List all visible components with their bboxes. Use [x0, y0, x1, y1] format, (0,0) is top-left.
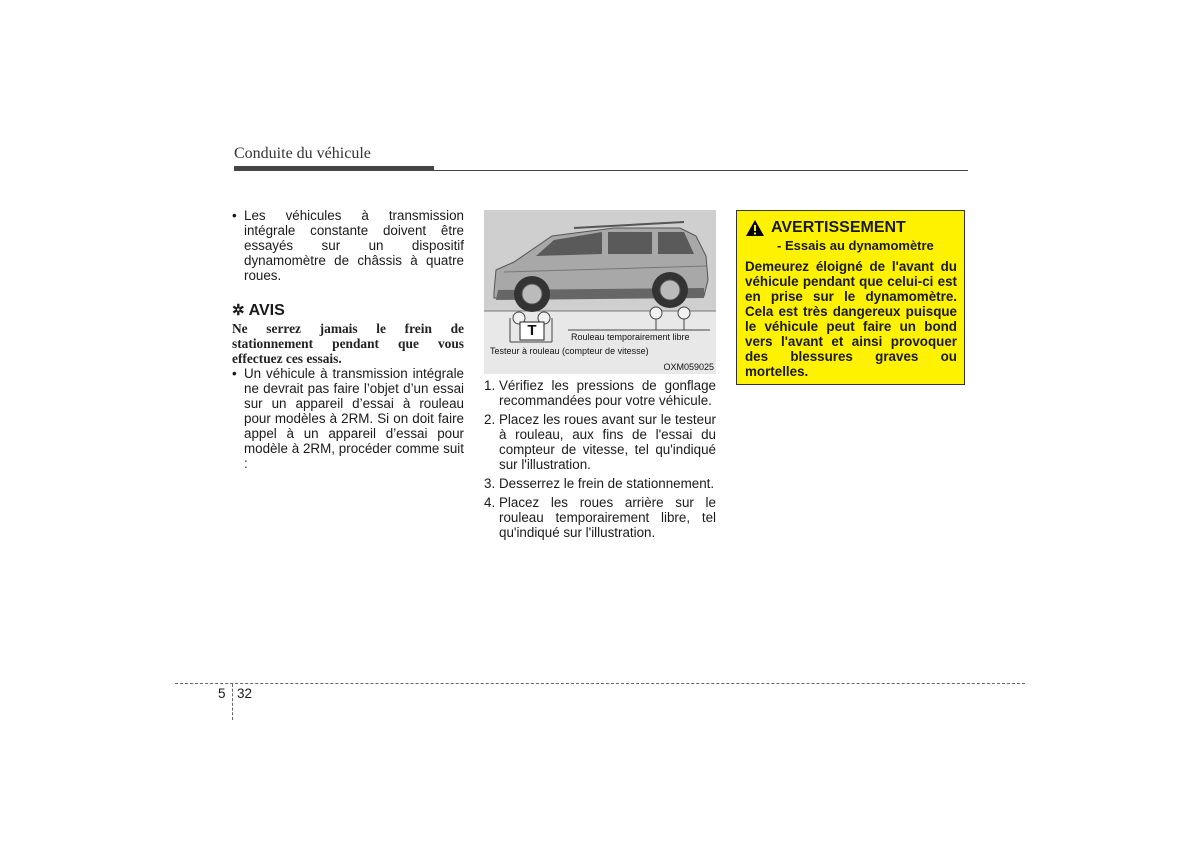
- label-free-roller: Rouleau temporairement libre: [571, 332, 690, 342]
- footer-rule: [175, 683, 1025, 684]
- step-text: Desserrez le frein de stationnement.: [499, 476, 715, 491]
- figure-code: OXM059025: [663, 362, 714, 372]
- dynamometer-illustration: [484, 210, 716, 374]
- warning-box: [736, 210, 965, 385]
- chapter-number: 5: [218, 686, 226, 701]
- step-text: Placez les roues arrière sur le rouleau temporairement libre, tel qu'indiqué sur l'illustration.: [499, 495, 716, 540]
- step-number: 2.: [484, 412, 496, 427]
- step-text: Vérifiez les pressions de gonflage recommandées pour votre véhicule.: [499, 378, 716, 408]
- warning-title: AVERTISSEMENT: [771, 219, 906, 236]
- list-item: [484, 476, 716, 491]
- left-column: [232, 208, 464, 471]
- avis-heading: [232, 303, 464, 318]
- page-header-title: Conduite du véhicule: [234, 145, 371, 162]
- page-number: 32: [237, 686, 253, 701]
- list-item: [484, 495, 716, 540]
- label-roller-tester: Testeur à rouleau (compteur de vitesse): [490, 346, 649, 356]
- header-rule: [234, 170, 968, 171]
- tester-marker: T: [527, 322, 537, 339]
- step-number: 1.: [484, 378, 496, 393]
- warning-text: Demeurez éloigné de l'avant du véhicule pendant que celui-ci est en prise sur le dynamomètre. Cela est très dangereux puisque le véhicule peut faire un bond vers l'avant et ainsi provoquer des blessures graves ou mortelles.: [745, 259, 957, 379]
- footer-divider: [232, 684, 233, 720]
- warning-heading: [745, 219, 957, 237]
- step-number: 4.: [484, 495, 496, 510]
- step-text: Placez les roues avant sur le testeur à rouleau, aux fins de l'essai du compteur de vitesse, tel qu'indiqué sur l'illustration.: [499, 412, 716, 472]
- asterisk-icon: ✲: [232, 302, 245, 319]
- step-number: 3.: [484, 476, 496, 491]
- avis-title: AVIS: [248, 302, 285, 319]
- list-item: [484, 378, 716, 408]
- bullet-awd-dynamometer: • Les véhicules à transmission intégrale constante doivent être essayés sur un dispositif dynamomètre de châssis à quatre roues.: [232, 208, 464, 283]
- procedure-steps: [484, 378, 716, 544]
- bullet-2wd-tester: • Un véhicule à transmission intégrale ne devrait pas faire l’objet d’un essai sur un appareil d’essai à rouleau pour modèles à 2RM. Si on doit faire appel à un appareil d’essai pour modèle à 2RM, procéder comme suit :: [232, 366, 464, 471]
- warning-triangle-icon: [745, 219, 765, 237]
- list-item: [484, 412, 716, 472]
- warning-subtitle: - Essais au dynamomètre: [777, 238, 934, 253]
- avis-text: Ne serrez jamais le frein de stationnement pendant que vous effectuez ces essais.: [232, 321, 464, 366]
